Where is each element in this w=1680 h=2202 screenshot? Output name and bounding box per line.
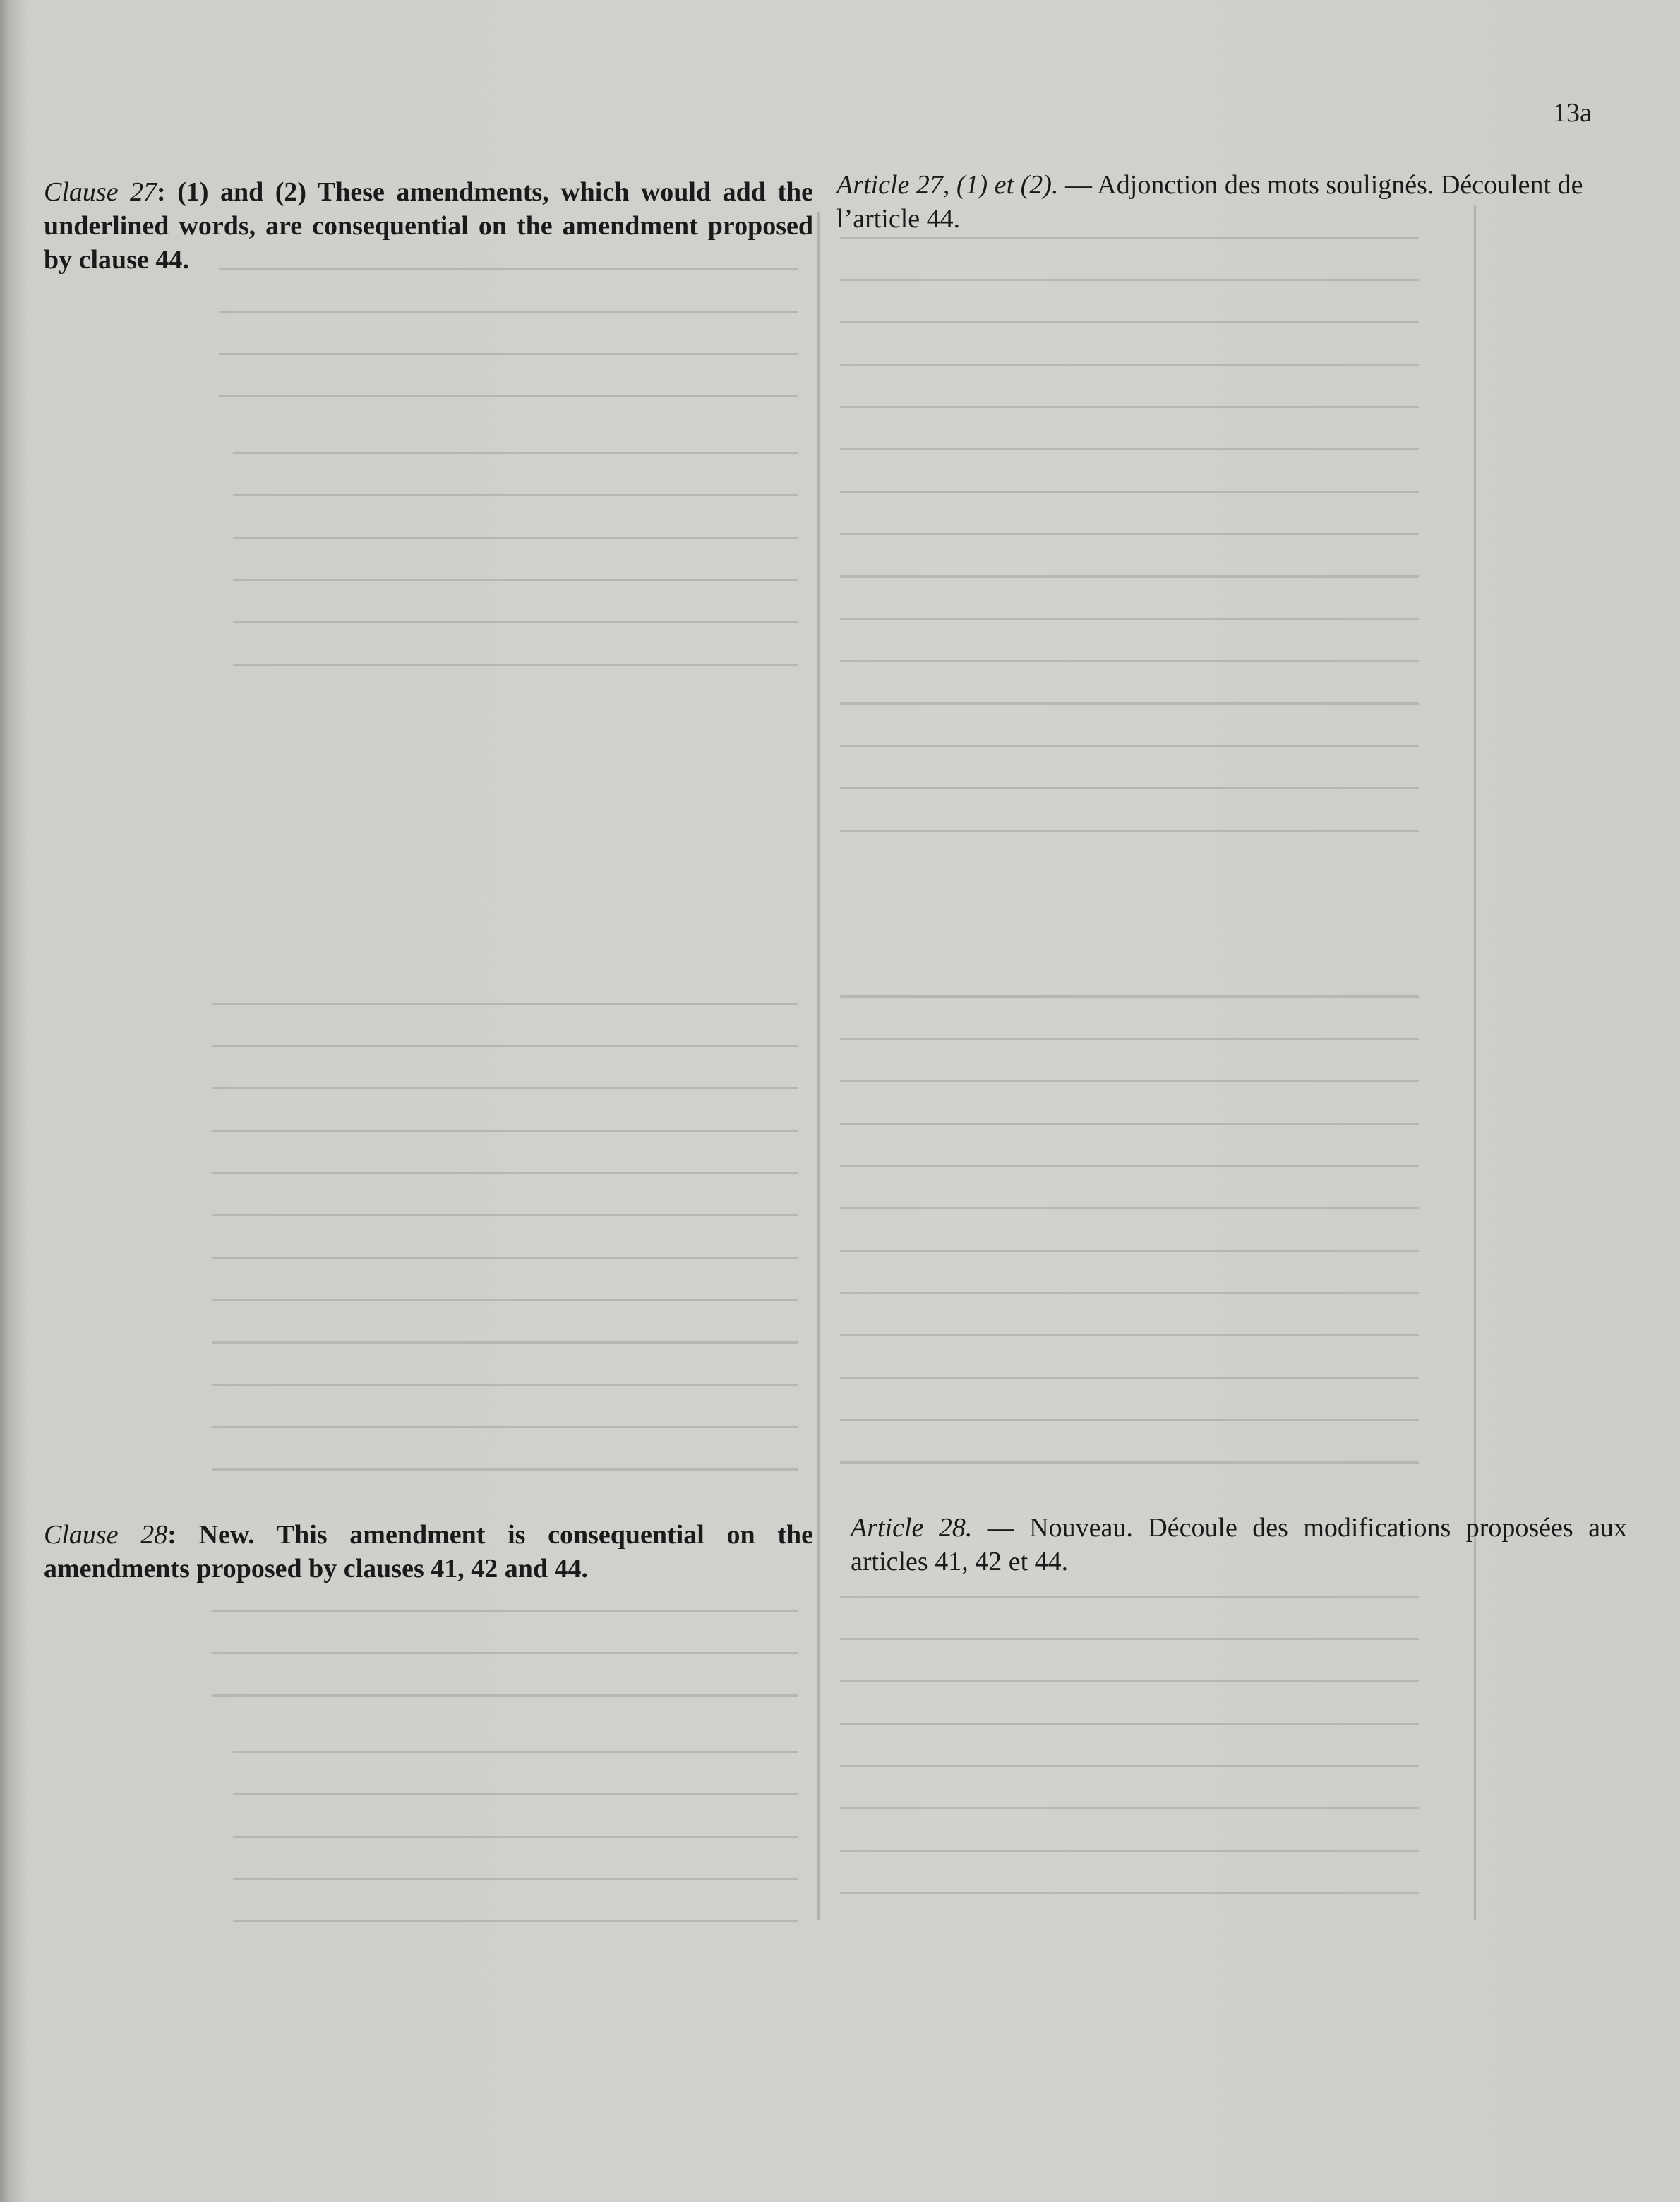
clause-28-note bbox=[44, 1518, 813, 1586]
bleed-through-line bbox=[212, 1045, 798, 1047]
bleed-through-line bbox=[840, 491, 1419, 493]
note-label: Article 27, (1) et (2). bbox=[836, 170, 1059, 200]
bleed-through-line bbox=[840, 279, 1419, 281]
bleed-through-line bbox=[233, 452, 798, 454]
bleed-through-line bbox=[840, 1680, 1419, 1682]
page-number: 13a bbox=[1553, 98, 1592, 128]
article-27-note bbox=[836, 168, 1627, 236]
bleed-through-line bbox=[840, 787, 1419, 789]
article-28-note bbox=[851, 1511, 1627, 1579]
bleed-through-line bbox=[840, 702, 1419, 705]
note-label: Clause 27 bbox=[44, 177, 157, 207]
bleed-through-line bbox=[212, 1341, 798, 1344]
bleed-through-line bbox=[233, 1751, 798, 1753]
bleed-through-line bbox=[840, 660, 1419, 662]
bleed-through-line bbox=[233, 664, 798, 666]
bleed-through-line bbox=[840, 321, 1419, 323]
bleed-through-line bbox=[840, 830, 1419, 832]
bleed-through-line bbox=[219, 311, 798, 313]
note-label: Article 28. bbox=[851, 1513, 973, 1543]
bleed-through-line bbox=[212, 1426, 798, 1428]
bleed-through-line bbox=[840, 448, 1419, 450]
bleed-through-line bbox=[212, 1694, 798, 1697]
bleed-through-column-rule-left bbox=[817, 212, 820, 1920]
bleed-through-line bbox=[840, 1638, 1419, 1640]
bleed-through-line bbox=[840, 1377, 1419, 1379]
bleed-through-line bbox=[233, 1920, 798, 1922]
bleed-through-line bbox=[840, 1419, 1419, 1421]
bleed-through-line bbox=[840, 1038, 1419, 1040]
bleed-through-line bbox=[212, 1087, 798, 1089]
bleed-through-line bbox=[840, 1123, 1419, 1125]
bleed-through-line bbox=[212, 1003, 798, 1005]
bleed-through-line bbox=[840, 1807, 1419, 1809]
bleed-through-line bbox=[212, 1652, 798, 1654]
bleed-through-column-rule-right bbox=[1474, 205, 1476, 1920]
bleed-through-line bbox=[212, 1610, 798, 1612]
bleed-through-line bbox=[840, 618, 1419, 620]
clause-27-note bbox=[44, 175, 813, 277]
bleed-through-line bbox=[212, 1172, 798, 1174]
bleed-through-line bbox=[840, 745, 1419, 747]
bleed-through-line bbox=[212, 1214, 798, 1216]
bleed-through-line bbox=[212, 1299, 798, 1301]
note-text: — Nouveau. Découle des modifications proposées aux articles 41, 42 et 44. bbox=[851, 1513, 1627, 1576]
bleed-through-line bbox=[840, 1461, 1419, 1464]
bleed-through-line bbox=[840, 364, 1419, 366]
bleed-through-line bbox=[212, 1130, 798, 1132]
bleed-through-line bbox=[840, 1250, 1419, 1252]
bleed-through-line bbox=[233, 1836, 798, 1838]
bleed-through-line bbox=[840, 1765, 1419, 1767]
bleed-through-line bbox=[233, 621, 798, 623]
bleed-through-line bbox=[840, 1334, 1419, 1336]
bleed-through-line bbox=[840, 575, 1419, 578]
bleed-through-line bbox=[219, 395, 798, 397]
bleed-through-line bbox=[233, 1793, 798, 1795]
bleed-through-line bbox=[233, 494, 798, 496]
bleed-through-line bbox=[840, 533, 1419, 535]
bleed-through-line bbox=[212, 1257, 798, 1259]
bleed-through-line bbox=[840, 995, 1419, 998]
bleed-through-line bbox=[219, 353, 798, 355]
note-text: : New. This amendment is consequential on the amendments proposed by clauses 41, 42 and 44. bbox=[44, 1520, 814, 1584]
bleed-through-line bbox=[840, 1850, 1419, 1852]
bleed-through-line bbox=[212, 1468, 798, 1471]
bleed-through-line bbox=[233, 537, 798, 539]
bleed-through-line bbox=[840, 1596, 1419, 1598]
note-text: : (1) and (2) These amendments, which would add the underlined words, are consequential on the amendment proposed by clause 44. bbox=[44, 177, 813, 275]
bleed-through-line bbox=[840, 406, 1419, 408]
bleed-through-line bbox=[840, 1892, 1419, 1894]
bleed-through-line bbox=[212, 1384, 798, 1386]
bleed-through-line bbox=[840, 1723, 1419, 1725]
bleed-through-line bbox=[840, 237, 1419, 239]
bleed-through-line bbox=[233, 1878, 798, 1880]
bleed-through-line bbox=[840, 1165, 1419, 1167]
bleed-through-line bbox=[840, 1207, 1419, 1209]
bleed-through-line bbox=[233, 579, 798, 581]
note-label: Clause 28 bbox=[44, 1520, 168, 1550]
bleed-through-line bbox=[840, 1292, 1419, 1294]
note-text: — Adjonction des mots soulignés. Découlent de l’article 44. bbox=[836, 170, 1583, 234]
bleed-through-line bbox=[840, 1080, 1419, 1082]
